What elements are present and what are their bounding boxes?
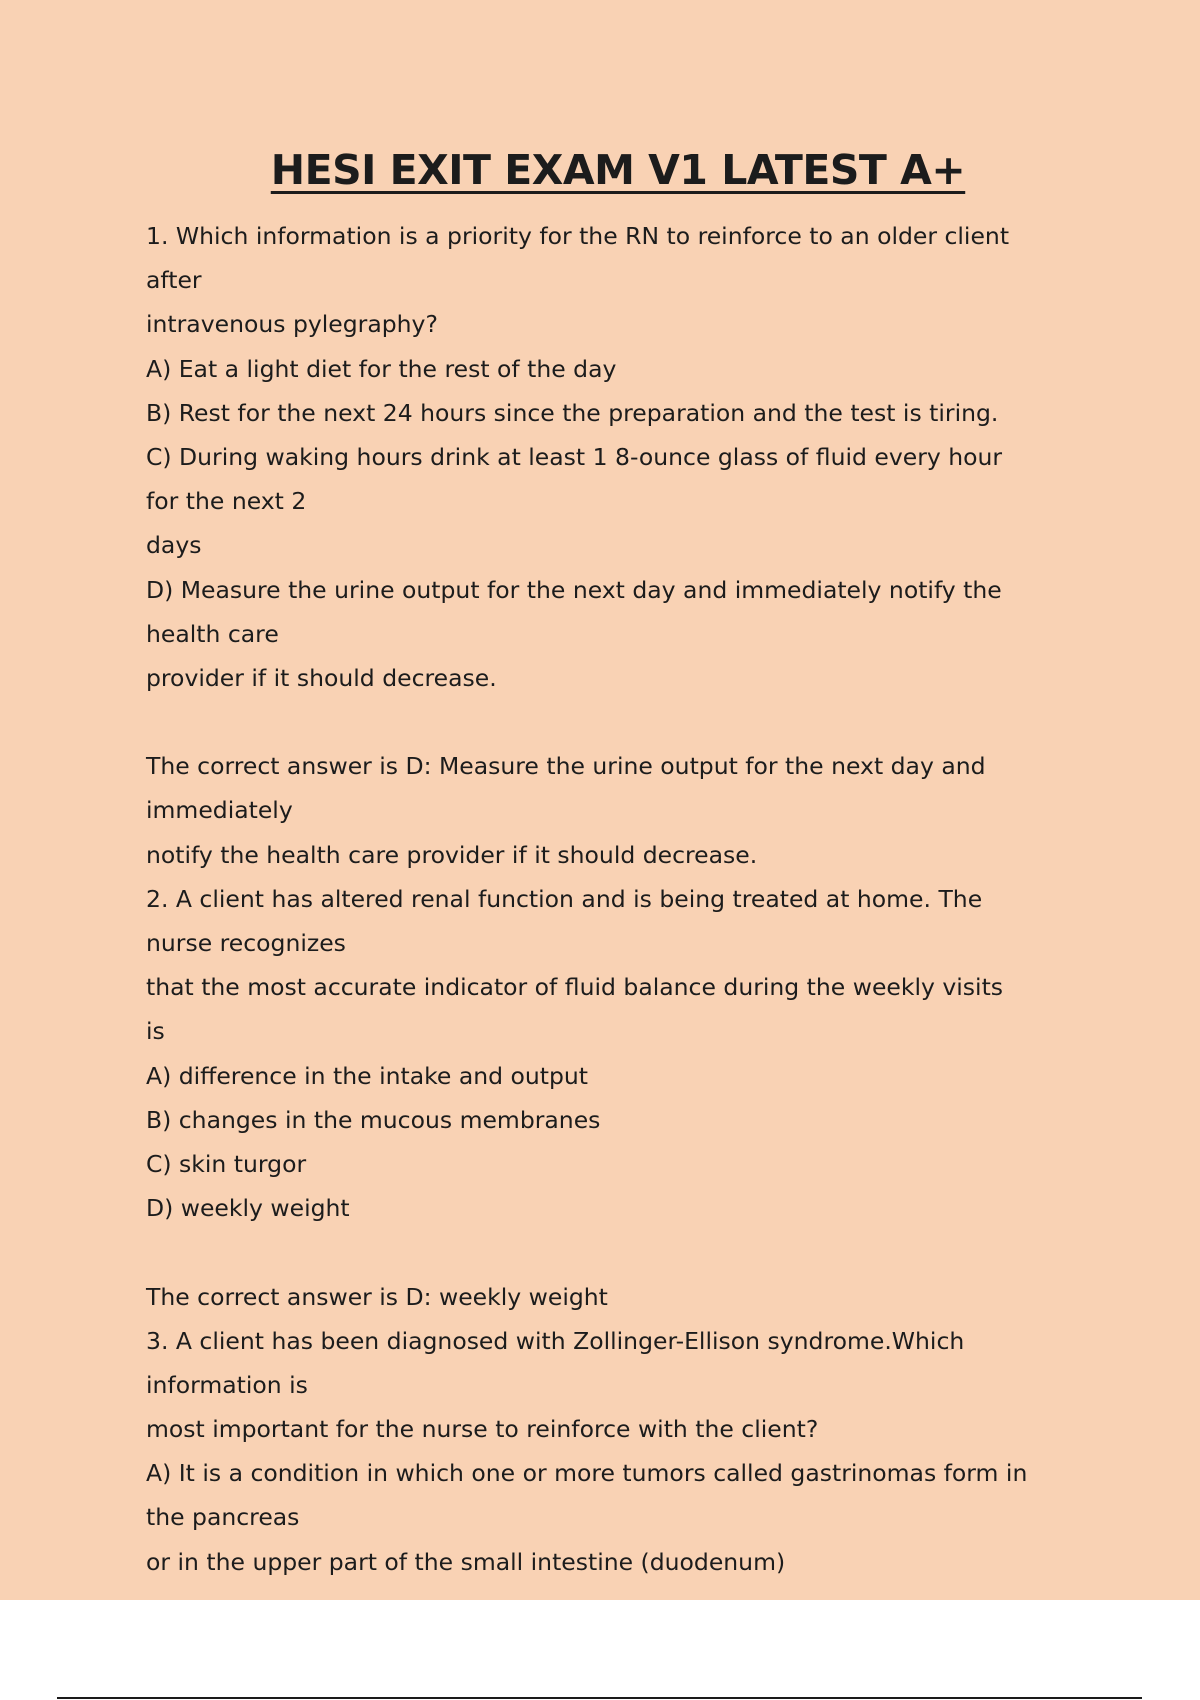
text-line: most important for the nurse to reinforce with the client? <box>146 1415 819 1444</box>
document-title-text: HESI EXIT EXAM V1 LATEST A+ <box>270 146 966 194</box>
text-line: immediately <box>146 796 293 825</box>
text-line: information is <box>146 1370 308 1399</box>
text-line: health care <box>146 619 279 648</box>
text-line: B) Rest for the next 24 hours since the preparation and the test is tiring. <box>146 398 999 427</box>
text-line: 3. A client has been diagnosed with Zollinger-Ellison syndrome.Which <box>146 1326 965 1355</box>
text-line: The correct answer is D: Measure the urine output for the next day and <box>146 752 986 781</box>
text-line: for the next 2 <box>146 487 307 516</box>
text-line: 1. Which information is a priority for the RN to reinforce to an older client <box>146 222 1010 250</box>
footer-divider <box>57 1697 1142 1699</box>
text-line: or in the upper part of the small intestine (duodenum) <box>146 1547 786 1576</box>
blank-line <box>146 700 1086 744</box>
text-line: provider if it should decrease. <box>146 663 497 692</box>
text-line: A) difference in the intake and output <box>146 1061 589 1090</box>
blank-line <box>146 1230 1086 1274</box>
text-line: days <box>146 531 202 560</box>
document-title <box>0 140 1200 200</box>
text-line: 2. A client has altered renal function and is being treated at home. The <box>146 884 983 913</box>
document-body <box>146 214 1086 1584</box>
text-line: A) It is a condition in which one or more tumors called gastrinomas form in <box>146 1459 1028 1488</box>
text-line: that the most accurate indicator of fluid balance during the weekly visits <box>146 973 1004 1002</box>
text-line: after <box>146 266 202 295</box>
text-line: D) weekly weight <box>146 1194 350 1223</box>
text-line: C) During waking hours drink at least 1 8-ounce glass of fluid every hour <box>146 442 1003 471</box>
text-line: The correct answer is D: weekly weight <box>146 1282 608 1311</box>
text-line: notify the health care provider if it should decrease. <box>146 840 758 869</box>
text-line: is <box>146 1017 165 1046</box>
text-line: D) Measure the urine output for the next day and immediately notify the <box>146 575 1002 604</box>
text-line: A) Eat a light diet for the rest of the day <box>146 354 617 383</box>
text-line: nurse recognizes <box>146 929 346 957</box>
text-line: B) changes in the mucous membranes <box>146 1105 601 1134</box>
text-line: the pancreas <box>146 1503 300 1532</box>
text-line: intravenous pylegraphy? <box>146 310 438 339</box>
text-line: C) skin turgor <box>146 1149 307 1178</box>
